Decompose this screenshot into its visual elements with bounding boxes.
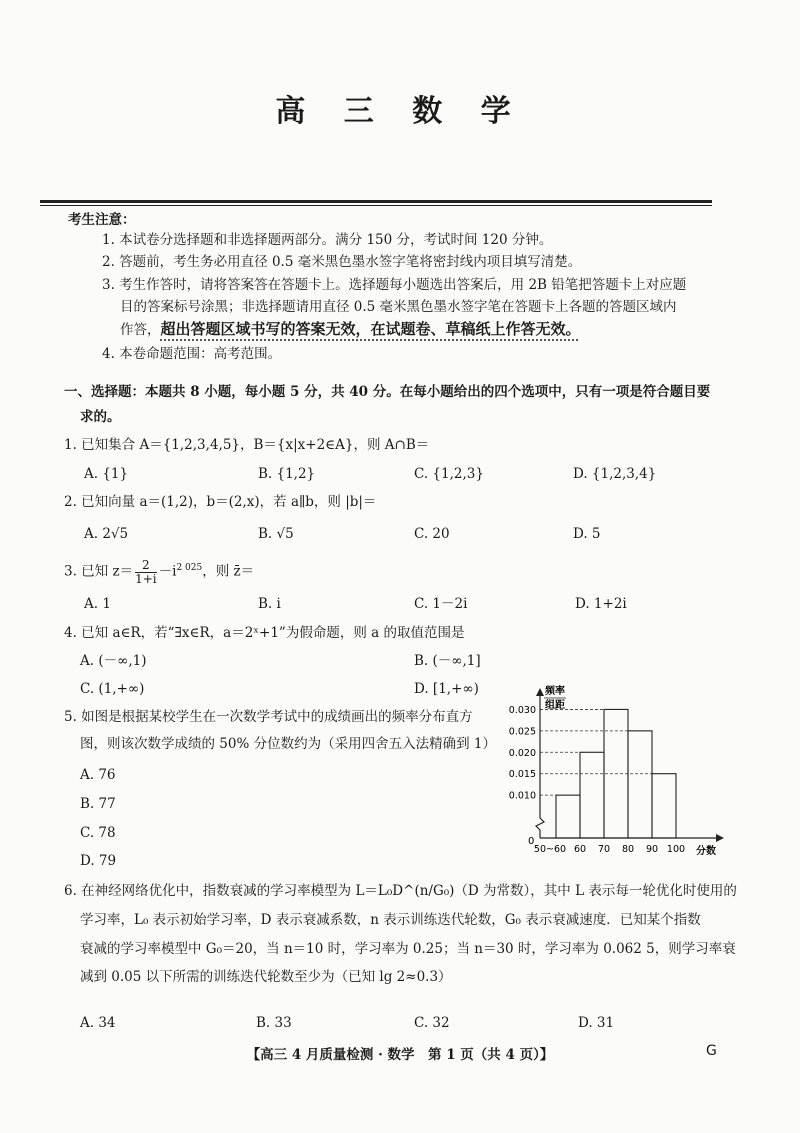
notice-heading: 考生注意： xyxy=(68,212,136,228)
bar-80~90 xyxy=(628,731,652,838)
x-tick-50: 50~60 xyxy=(533,844,567,855)
y-tick-0.015: 0.015 xyxy=(508,769,536,781)
q1-option-d: D. {1,2,3,4} xyxy=(573,466,657,482)
x-tick-100: 100 xyxy=(666,844,686,855)
q5-option-d: D. 79 xyxy=(80,853,117,869)
x-tick-60: 60 xyxy=(573,844,587,855)
y-axis-arrow xyxy=(536,688,544,696)
q3-stem xyxy=(64,553,254,587)
frequency-histogram xyxy=(490,680,730,860)
q4-stem: 4. 已知 a∈R，若“∃x∈R，a＝2ˣ+1”为假命题，则 a 的取值范围是 xyxy=(64,625,465,641)
page-footer: 【高三 4 月质量检测 · 数学 第 1 页（共 4 页）】 xyxy=(246,1047,554,1063)
q3-exponent: 2 025 xyxy=(176,563,203,573)
x-tick-80: 80 xyxy=(621,844,635,855)
x-tick-90: 90 xyxy=(645,844,659,855)
q3-fraction xyxy=(135,559,157,586)
q4-option-a: A. (－∞,1) xyxy=(80,653,147,669)
axis-break-mark xyxy=(536,818,544,830)
q1-option-b: B. {1,2} xyxy=(258,466,316,482)
q2-option-d: D. 5 xyxy=(573,526,601,542)
q6-option-d: D. 31 xyxy=(578,1015,615,1031)
q3-frac-numerator: 2 xyxy=(135,559,157,573)
page-title: 高 三 数 学 xyxy=(275,94,525,129)
q2-option-b: B. √5 xyxy=(258,526,294,542)
header-rule-thin xyxy=(40,205,712,206)
notice-item-3-end: 作答， xyxy=(120,322,161,338)
y-tick-0.010: 0.010 xyxy=(508,790,536,802)
q3-option-b: B. i xyxy=(258,596,281,612)
q2-option-c: C. 20 xyxy=(414,526,450,542)
q4-option-b: B. (－∞,1] xyxy=(414,653,481,669)
section-heading-cont: 求的。 xyxy=(80,409,121,425)
q2-stem: 2. 已知向量 a＝(1,2)，b＝(2,x)，若 a∥b，则 |b|＝ xyxy=(64,494,377,510)
q3-stem-end: ，则 z̄＝ xyxy=(202,563,255,580)
q1-option-a: A. {1} xyxy=(84,466,129,482)
notice-item-3-cont: 目的答案标号涂黑；非选择题请用直径 0.5 毫米黑色墨水签字笔在答题卡上各题的答题区域内 xyxy=(120,299,677,315)
q5-option-b: B. 77 xyxy=(80,796,116,812)
q1-option-c: C. {1,2,3} xyxy=(414,466,484,482)
q5-option-c: C. 78 xyxy=(80,825,116,841)
x-tick-70: 70 xyxy=(597,844,611,855)
y-tick-0.030: 0.030 xyxy=(508,704,536,716)
histogram-y-ticks xyxy=(509,705,536,802)
y-label-top: 频率 xyxy=(545,686,565,697)
notice-item-1: 1. 本试卷分选择题和非选择题两部分。满分 150 分，考试时间 120 分钟。 xyxy=(102,232,553,248)
q3-option-d: D. 1+2i xyxy=(575,596,627,612)
q3-option-c: C. 1－2i xyxy=(414,596,468,612)
notice-item-4: 4. 本卷命题范围：高考范围。 xyxy=(102,346,282,362)
q3-option-a: A. 1 xyxy=(84,596,111,612)
notice-item-3: 3. 考生作答时，请将答案答在答题卡上。选择题每小题选出答案后，用 2B 铅笔把答题卡上对应题 xyxy=(102,277,687,293)
q5-stem-line2: 图，则该次数学成绩的 50% 分位数约为（采用四舍五入法精确到 1） xyxy=(80,736,496,752)
q3-frac-denominator: 1+i xyxy=(135,571,157,586)
q3-stem-mid: －i xyxy=(158,563,177,580)
q5-stem-line1: 5. 如图是根据某校学生在一次数学考试中的成绩画出的频率分布直方 xyxy=(64,709,473,725)
origin-label: 0 xyxy=(528,836,535,847)
q6-line1: 6. 在神经网络优化中，指数衰减的学习率模型为 L＝L₀D^(n/G₀)（D 为常数），其中 L 表示每一轮优化时使用的 xyxy=(64,883,737,899)
notice-item-2: 2. 答题前，考生务必用直径 0.5 毫米黑色墨水签字笔将密封线内项目填写清楚。 xyxy=(102,254,582,270)
q6-option-b: B. 33 xyxy=(256,1015,292,1031)
y-label-bottom: 组距 xyxy=(545,700,565,711)
bar-60~70 xyxy=(580,752,604,838)
bar-50~60 xyxy=(556,795,580,838)
version-mark: G xyxy=(706,1043,717,1059)
q3-stem-start: 3. 已知 z＝ xyxy=(64,563,134,580)
bar-90~100 xyxy=(652,774,676,838)
notice-emphasis: 超出答题区域书写的答案无效，在试题卷、草稿纸上作答无效。 xyxy=(160,320,581,338)
q4-option-c: C. (1,+∞) xyxy=(80,681,145,697)
q6-line3: 衰减的学习率模型中 G₀＝20，当 n＝10 时，学习率为 0.25；当 n＝30 时，学习率为 0.062 5，则学习率衰 xyxy=(80,941,736,957)
header-rule-thick xyxy=(40,200,712,203)
y-tick-0.020: 0.020 xyxy=(508,747,536,759)
y-tick-0.025: 0.025 xyxy=(508,726,536,738)
histogram-x-ticks xyxy=(534,844,685,855)
q6-line4: 减到 0.05 以下所需的训练迭代轮数至少为（已知 lg 2≈0.3） xyxy=(80,969,452,985)
x-label: 分数 xyxy=(696,846,716,857)
q6-line2: 学习率，L₀ 表示初始学习率，D 表示衰减系数，n 表示训练迭代轮数，G₀ 表示衰减速度．已知某个指数 xyxy=(80,912,701,928)
section-heading: 一、选择题：本题共 8 小题，每小题 5 分，共 40 分。在每小题给出的四个选项中，只有一项是符合题目要 xyxy=(64,384,711,400)
q2-option-a: A. 2√5 xyxy=(84,526,129,542)
q6-option-c: C. 32 xyxy=(414,1015,450,1031)
q5-option-a: A. 76 xyxy=(80,767,116,783)
q6-option-a: A. 34 xyxy=(80,1015,116,1031)
x-axis-arrow xyxy=(716,834,724,842)
q4-option-d: D. [1,+∞) xyxy=(414,681,479,697)
q1-stem: 1. 已知集合 A＝{1,2,3,4,5}，B＝{x|x+2∈A}，则 A∩B＝ xyxy=(64,437,430,453)
